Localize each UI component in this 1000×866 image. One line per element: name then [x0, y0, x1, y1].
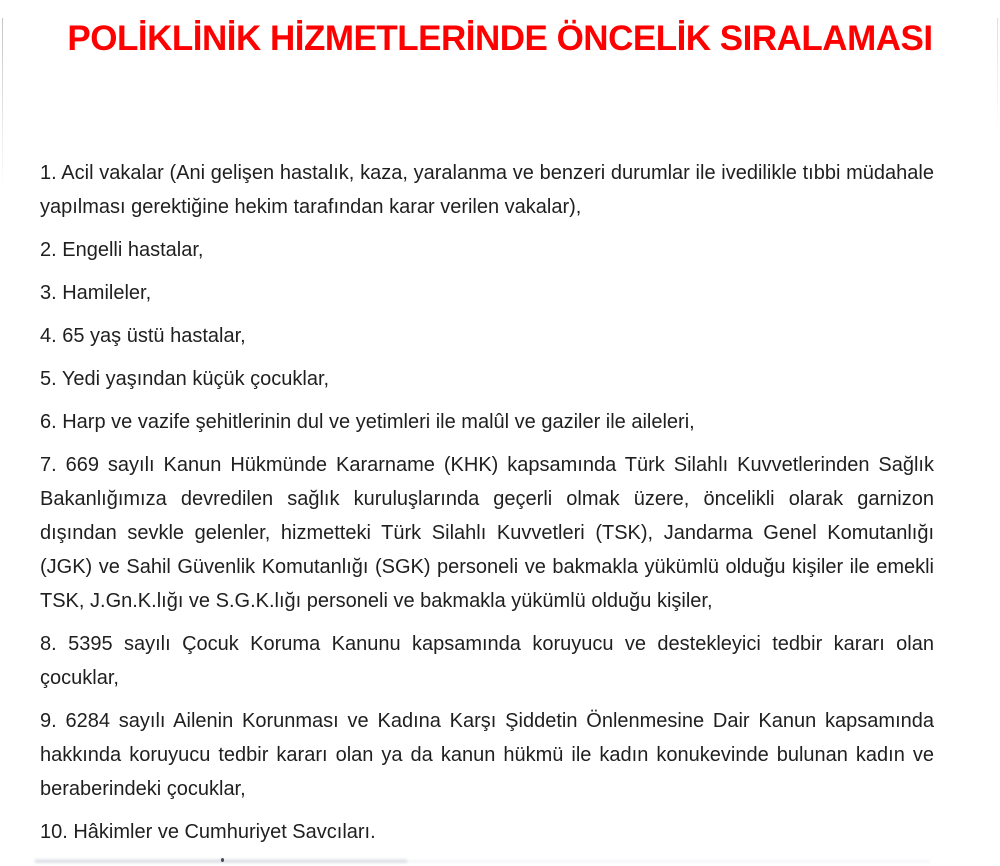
- priority-list: [0, 156, 1000, 849]
- list-item-8: 8. 5395 sayılı Çocuk Koruma Kanunu kapsamında koruyucu ve destekleyici tedbir kararı olan çocuklar,: [40, 633, 934, 689]
- page-title: POLİKLİNİK HİZMETLERİNDE ÖNCELİK SIRALAMASI: [67, 19, 933, 58]
- list-item-6: 6. Harp ve vazife şehitlerinin dul ve yetimleri ile malûl ve gaziler ile aileleri,: [40, 411, 695, 433]
- list-item-4: 4. 65 yaş üstü hastalar,: [40, 325, 246, 347]
- left-crop-edge-line: [2, 18, 3, 190]
- list-item-3: 3. Hamileler,: [40, 282, 152, 304]
- list-item-2: 2. Engelli hastalar,: [40, 239, 204, 261]
- list-item-9: 9. 6284 sayılı Ailenin Korunması ve Kadına Karşı Şiddetin Önlenmesine Dair Kanun kapsamında hakkında koruyucu tedbir kararı olan ya da kanun hükmü ile kadın konukevinde bulunan kadın ve beraberindeki çocuklar,: [40, 710, 934, 800]
- list-item-7: 7. 669 sayılı Kanun Hükmünde Kararname (KHK) kapsamında Türk Silahlı Kuvvetlerinden Sağlık Bakanlığımıza devredilen sağlık kuruluşlarında geçerli olmak üzere, öncelikli olarak garnizon dışından sevkle gelenler, hizmetteki Türk Silahlı Kuvvetleri (TSK), Jandarma Genel Komutanlığı (JGK) ve Sahil Güvenlik Komutanlığı (SGK) personeli ve bakmakla yükümlü olduğu kişiler ile emekli TSK, J.Gn.K.lığı ve S.G.K.lığı personeli ve bakmakla yükümlü olduğu kişiler,: [40, 454, 934, 612]
- bottom-crop-dot-artifact: [221, 858, 224, 862]
- list-item-5: 5. Yedi yaşından küçük çocuklar,: [40, 368, 330, 390]
- list-item-1: 1. Acil vakalar (Ani gelişen hastalık, kaza, yaralanma ve benzeri durumlar ile ivedilikle tıbbi müdahale yapılması gerektiğine hekim tarafından karar verilen vakalar),: [40, 162, 934, 218]
- list-item-10: 10. Hâkimler ve Cumhuriyet Savcıları.: [40, 821, 376, 843]
- document-page: [0, 18, 1000, 866]
- right-crop-edge-line: [997, 18, 998, 136]
